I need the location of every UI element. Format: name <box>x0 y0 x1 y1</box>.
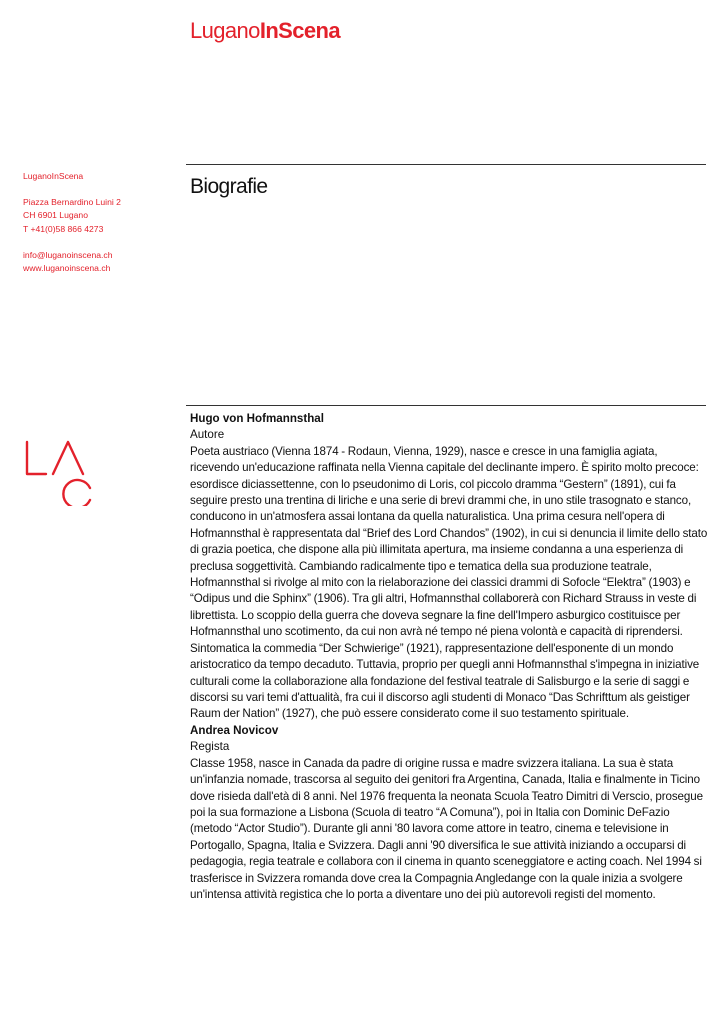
page-title: Biografie <box>190 175 268 198</box>
contact-email[interactable]: info@luganoinscena.ch <box>23 249 113 260</box>
address-phone: T +41(0)58 866 4273 <box>23 223 104 234</box>
bio-role: Regista <box>190 740 230 754</box>
lac-logo-icon <box>22 438 96 506</box>
lac-letter-a <box>53 442 83 474</box>
bio-name: Hugo von Hofmannsthal <box>190 412 324 425</box>
bio-name: Andrea Novicov <box>190 724 279 737</box>
bio-role: Autore <box>190 428 225 442</box>
bio-entry <box>190 723 708 903</box>
bio-text: Poeta austriaco (Vienna 1874 - Rodaun, Vienna, 1929), nasce e cresce in una famiglia agiata, ricevendo un'educazione raffinata nella Vienna capitale del declinante impero. È spirito molto precoce: esordisce diciassettenne, con lo pseudonimo di Loris, col piccolo dramma “Gestern” (1891), cui fa seguire presto una trentina di liriche e una serie di brevi drammi che, in uno stile trasognato e stanco, conducono in un'atmosfera assai lontana da quella naturalistica. Una prima cesura nell'opera di Hofmannsthal è rappresentata dal “Brief des Lord Chandos” (1902), in cui si denuncia il limite dello stato di grazia poetica, che dispone alla più illimitata apertura, ma insieme condanna a una esperienza di preclusa soggettività. Cambiando radicalmente tipo e tematica della sua produzione teatrale, Hofmannsthal si rivolge al mito con la rielaborazione dei classici drammi di Sofocle “Elektra” (1903) e “Odipus und die Sphinx” (1906). Tra gli altri, Hofmannsthal collaborerà con Richard Strauss in veste di librettista. Lo scoppio della guerra che doveva segnare la fine dell'Impero asburgico costituisce per Hofmannsthal uno scotimento, da cui non avrà né tempo né piena volontà e capacità di riprendersi. Sintomatica la commedia “Der Schwierige” (1921), rappresentazione dell'esponente di un mondo aristocratico da tempo decaduto. Tuttavia, proprio per quegli anni Hofmannsthal s'impegna in iniziative culturali come la collaborazione alla fondazione del festival teatrale di Salisburgo e la serie di saggi e discorsi su vari temi d'attualità, fra cui il discorso agli studenti di Monaco “Das Schrifttum als geistiger Raum der Nation” (1927), che può essere considerato come il suo testamento spirituale. <box>190 444 708 721</box>
header-rule <box>186 164 706 165</box>
bio-entry <box>190 411 708 723</box>
section-rule <box>186 405 706 406</box>
lac-letter-l <box>27 442 46 474</box>
bio-text: Classe 1958, nasce in Canada da padre di origine russa e madre svizzera italiana. La sua è stata un'infanzia nomade, trascorsa al seguito dei genitori fra Argentina, Canada, Italia e finalmente in Ticino dove risieda dall'età di 8 anni. Nel 1976 frequenta la neonata Scuola Teatro Dimitri di Verscio, prosegue poi la sua formazione a Lisbona (Scuola di teatro “A Comuna”), poi in Italia con Dominic DeFazio (metodo “Actor Studio”). Durante gli anni '80 lavora come attore in teatro, cinema e televisione in Portogallo, Spagna, Italia e Svizzera. Dagli anni '90 diversifica le sue attività iniziando a occuparsi di pedagogia, regia teatrale e collabora con il cinema in quanto sceneggiatore e acting coach. Nel 1994 si trasferisce in Svizzera romanda dove crea la Compagnia Angledange con la quale inizia a svolgere un'intensa attività registica che lo porta a diventare uno dei più autorevoli registi del momento. <box>190 756 703 902</box>
logo-light-text: Lugano <box>190 18 260 43</box>
logo-bold-text: InScena <box>259 18 340 43</box>
org-name: LuganoInScena <box>23 171 84 181</box>
address-street: Piazza Bernardino Luini 2 <box>23 197 121 208</box>
spacer <box>23 183 173 196</box>
address-city: CH 6901 Lugano <box>23 210 88 221</box>
luganoinscena-logo <box>190 16 340 46</box>
contact-website[interactable]: www.luganoinscena.ch <box>23 263 111 274</box>
lac-letter-c <box>63 480 90 506</box>
sidebar-contact <box>23 170 173 275</box>
spacer <box>23 236 173 249</box>
